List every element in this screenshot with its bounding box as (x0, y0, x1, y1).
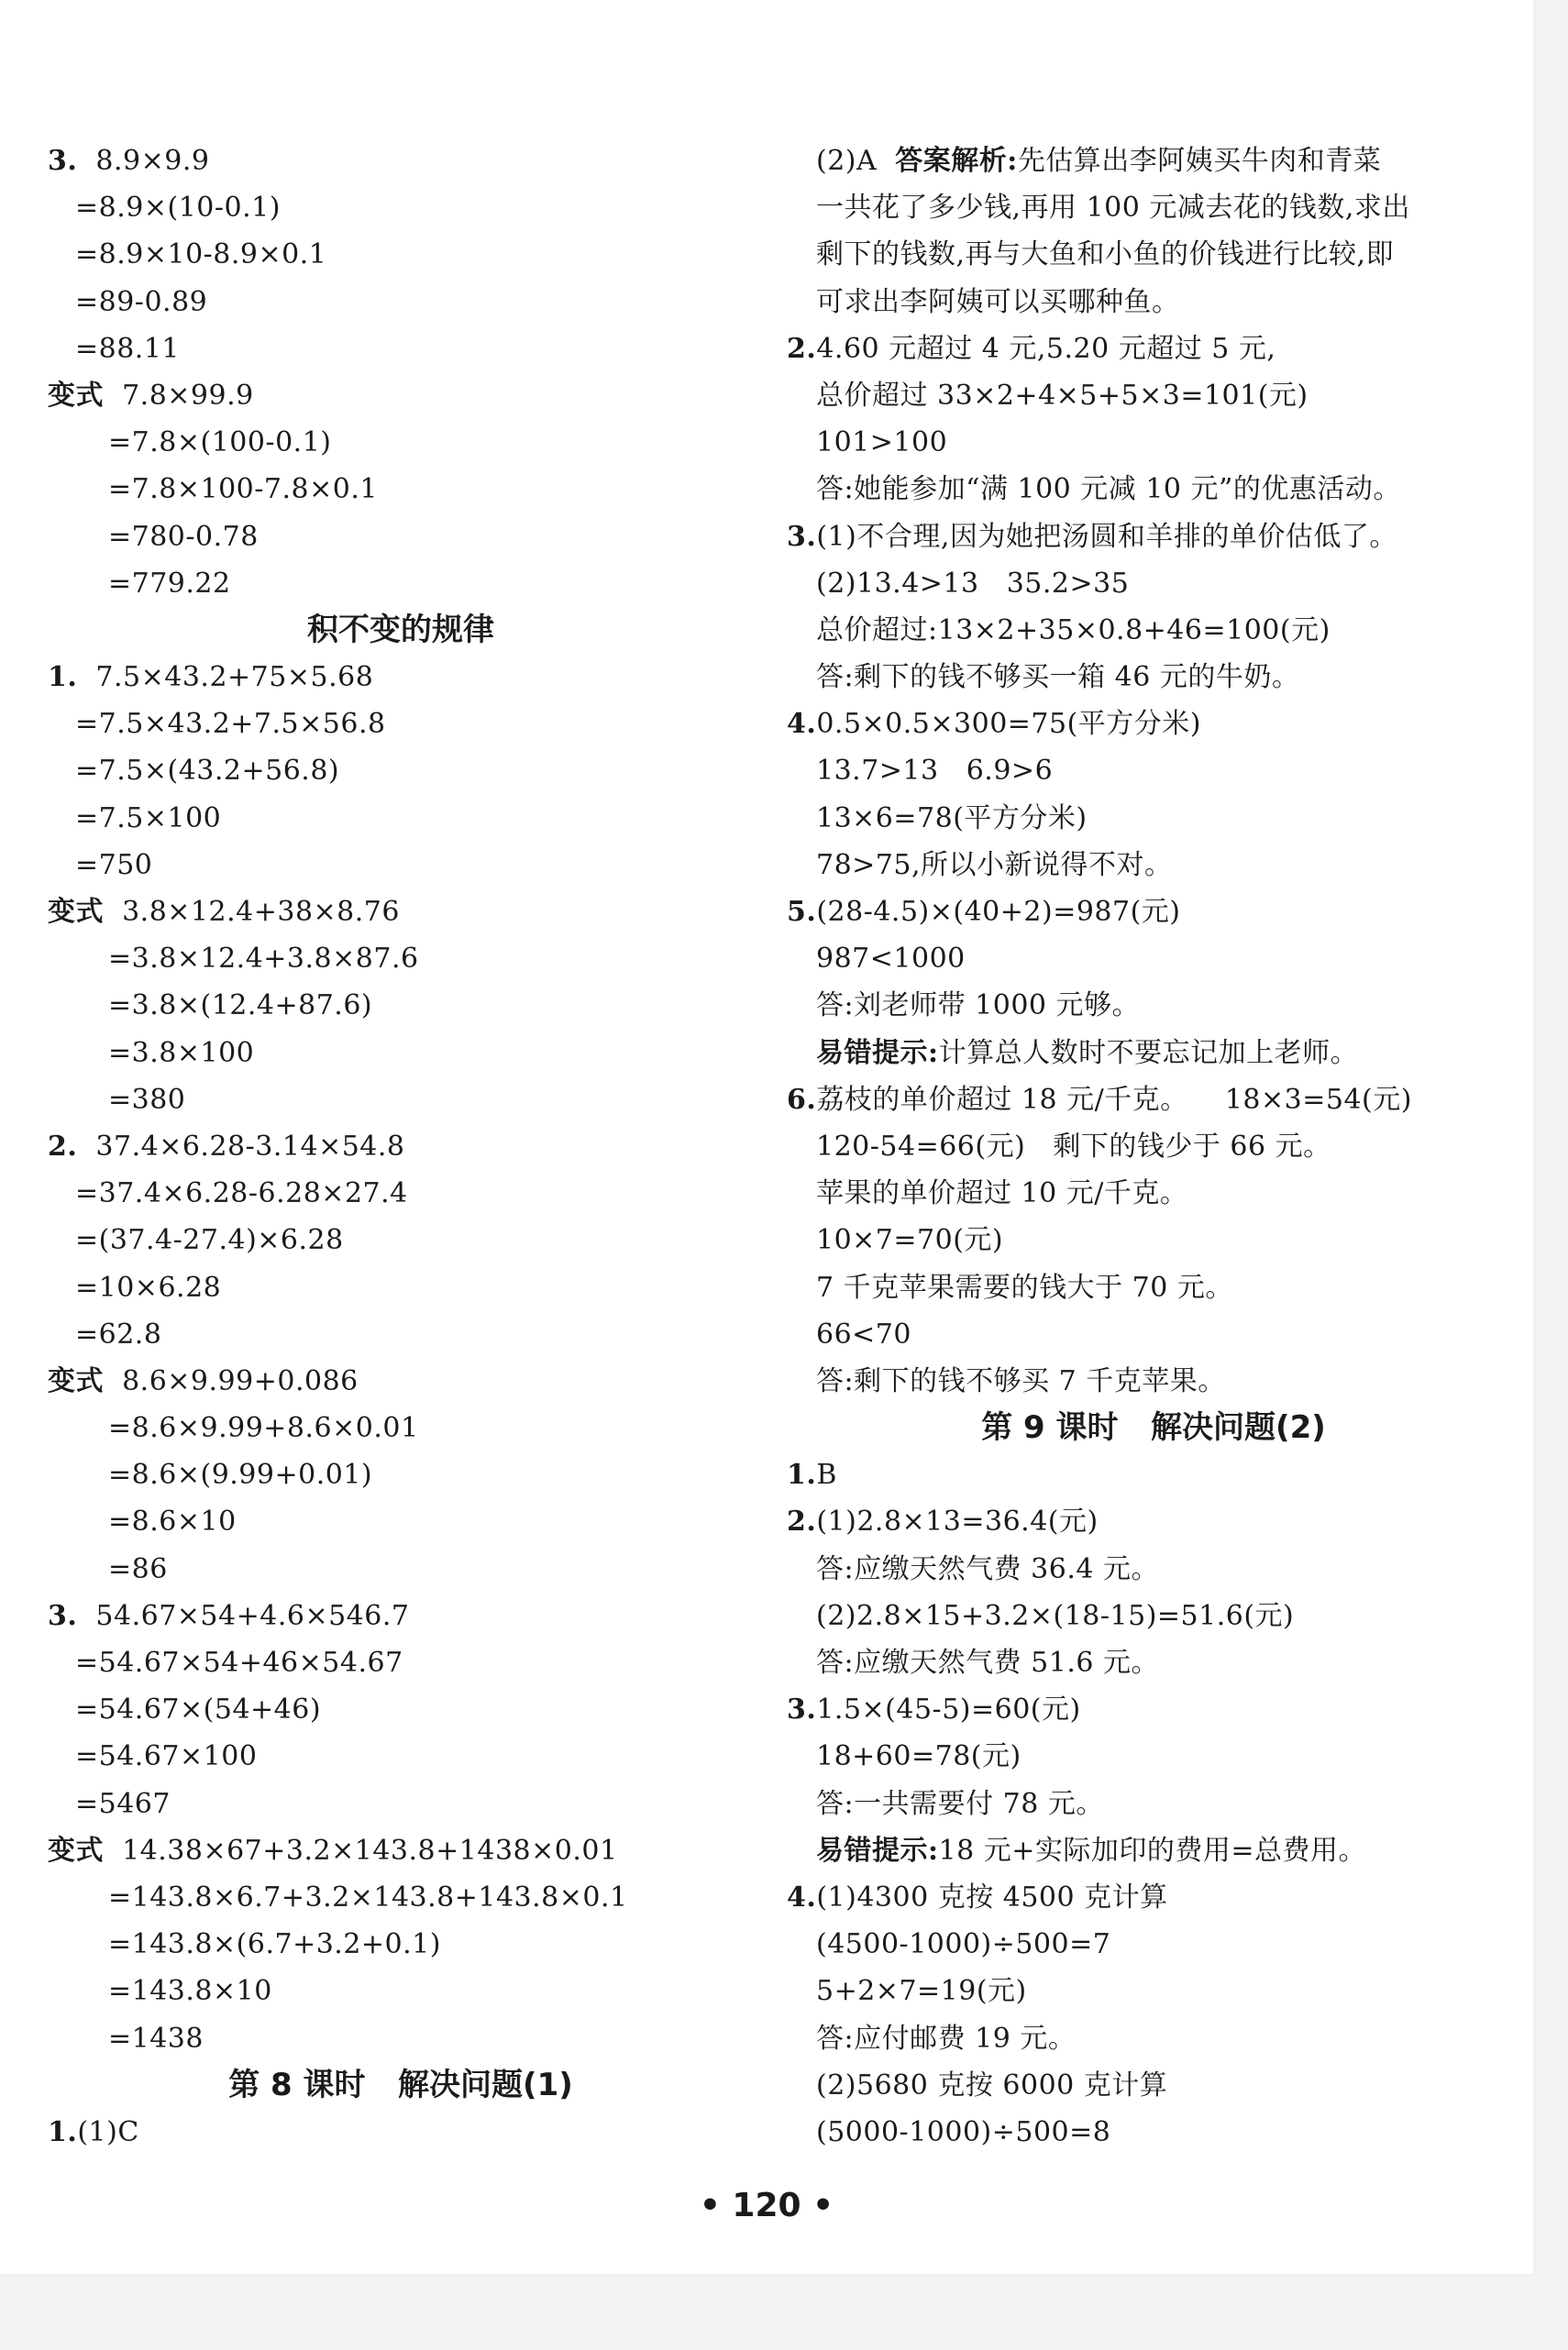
answer-text: (4500-1000)÷500=7 (816, 1928, 1111, 1961)
answer-line (787, 372, 1520, 419)
answer-line (48, 1217, 754, 1263)
answer-line (787, 325, 1520, 372)
answer-line (787, 1639, 1520, 1686)
section-heading: 积不变的规律 (307, 611, 494, 648)
note-text: 18 元+实际加印的费用=总费用。 (938, 1834, 1367, 1867)
answer-text: =54.67×54+46×54.67 (75, 1647, 403, 1679)
question-number: 变式 (48, 1364, 104, 1397)
question-number: 1. (48, 661, 78, 694)
answer-text: 答:她能参加“满 100 元减 10 元”的优惠活动。 (816, 473, 1401, 506)
answer-text: (1)C (77, 2115, 139, 2148)
question-number: 3. (787, 1694, 817, 1727)
answer-line (787, 1358, 1520, 1405)
answer-text: =8.9×10-8.9×0.1 (75, 238, 327, 271)
answer-text: =89-0.89 (75, 285, 208, 318)
answer-text: 答:刘老师带 1000 元够。 (816, 989, 1141, 1022)
answer-line (787, 1170, 1520, 1217)
answer-line (48, 1733, 754, 1780)
question-number: 5. (787, 896, 817, 928)
answer-line (787, 654, 1520, 701)
answer-text: 总价超过:13×2+35×0.8+46=100(元) (816, 613, 1331, 646)
note-text: 计算总人数时不要忘记加上老师。 (938, 1036, 1359, 1069)
answer-line (48, 1264, 754, 1311)
answer-text: =7.5×43.2+7.5×56.8 (75, 708, 386, 741)
answer-text: (2)2.8×15+3.2×(18-15)=51.6(元) (816, 1599, 1295, 1632)
answer-line (48, 466, 754, 513)
answer-line (787, 607, 1520, 654)
answer-text: 答:应缴天然气费 36.4 元。 (816, 1552, 1159, 1585)
question-number: 3. (48, 1599, 78, 1632)
question-number: 变式 (48, 1834, 104, 1867)
answer-text: =143.8×6.7+3.2×143.8+143.8×0.1 (108, 1881, 628, 1914)
answer-text: =8.6×10 (108, 1506, 237, 1539)
answer-text: 3.8×12.4+38×8.76 (104, 896, 400, 928)
answer-line (787, 1593, 1520, 1639)
answer-line (48, 747, 754, 794)
answer-text: 荔枝的单价超过 18 元/千克。 18×3=54(元) (816, 1083, 1412, 1116)
answer-line (787, 231, 1520, 278)
answer-line (787, 795, 1520, 842)
answer-line (787, 701, 1520, 747)
answer-text: =8.6×(9.99+0.01) (108, 1459, 373, 1492)
answer-text: =780-0.78 (108, 520, 259, 553)
answer-text: B (816, 1459, 837, 1492)
answer-text: 总价超过 33×2+4×5+5×3=101(元) (816, 379, 1309, 412)
answer-text: =750 (75, 848, 153, 881)
question-number: 变式 (48, 379, 104, 412)
answer-line (48, 1639, 754, 1686)
answer-line (787, 935, 1520, 982)
answer-text: 答:剩下的钱不够买一箱 46 元的牛奶。 (816, 661, 1300, 694)
answer-line (787, 279, 1520, 325)
answer-line (48, 2109, 754, 2156)
answer-line (48, 279, 754, 325)
answer-text: =10×6.28 (75, 1271, 222, 1304)
answer-text: =8.6×9.99+8.6×0.01 (108, 1412, 419, 1445)
answer-line (787, 1968, 1520, 2014)
answer-text: 54.67×54+4.6×546.7 (77, 1599, 410, 1632)
answer-text: 7 千克苹果需要的钱大于 70 元。 (816, 1271, 1233, 1304)
answer-line (48, 1170, 754, 1217)
answer-line (787, 747, 1520, 794)
answer-text: 答:一共需要付 78 元。 (816, 1787, 1104, 1820)
answer-line (48, 184, 754, 231)
answer-line (48, 701, 754, 747)
answer-line (48, 654, 754, 701)
question-number: 2. (787, 332, 817, 365)
answer-text: 可求出李阿姨可以买哪种鱼。 (816, 285, 1180, 318)
answer-line (48, 1593, 754, 1639)
answer-line (48, 1968, 754, 2014)
answer-text: =3.8×100 (108, 1036, 255, 1069)
answer-line (787, 2109, 1520, 2156)
answer-line (48, 1451, 754, 1498)
page-number: • 120 • (699, 2187, 834, 2224)
answer-text: 4.60 元超过 4 元,5.20 元超过 5 元, (816, 332, 1276, 365)
answer-text: =7.5×100 (75, 801, 222, 834)
answer-text: =1438 (108, 2022, 204, 2055)
answer-line (48, 419, 754, 466)
question-number: 4. (787, 1881, 817, 1914)
answer-text: (28-4.5)×(40+2)=987(元) (816, 896, 1181, 928)
answer-text: =779.22 (108, 567, 231, 600)
question-number: 1. (48, 2115, 78, 2148)
answer-line (48, 1358, 754, 1405)
answer-line (787, 466, 1520, 513)
note-label: 答案解析: (895, 145, 1018, 177)
answer-line (48, 1827, 754, 1874)
answer-line (48, 935, 754, 982)
answer-text: =62.8 (75, 1318, 162, 1351)
answer-line (48, 795, 754, 842)
answer-line (787, 1686, 1520, 1733)
answer-text: 答:应缴天然气费 51.6 元。 (816, 1647, 1159, 1679)
question-number: 6. (787, 1083, 817, 1116)
answer-line (787, 138, 1520, 184)
answer-text: 13.7>13 6.9>6 (816, 755, 1054, 788)
left-column (48, 138, 754, 2156)
answer-text: 0.5×0.5×300=75(平方分米) (816, 708, 1202, 741)
answer-text: 1.5×(45-5)=60(元) (816, 1694, 1081, 1727)
answer-text: =143.8×(6.7+3.2+0.1) (108, 1928, 441, 1961)
answer-text: (5000-1000)÷500=8 (816, 2115, 1111, 2148)
answer-line (787, 1781, 1520, 1827)
answer-line (48, 325, 754, 372)
answer-text: =7.5×(43.2+56.8) (75, 755, 340, 788)
answer-line (787, 419, 1520, 466)
answer-line (787, 1311, 1520, 1358)
answer-line (787, 2062, 1520, 2109)
answer-text: 7.8×99.9 (104, 379, 254, 412)
answer-line (48, 1076, 754, 1123)
answer-text: (2)13.4>13 35.2>35 (816, 567, 1130, 600)
answer-line (48, 1311, 754, 1358)
answer-line (787, 1076, 1520, 1123)
answer-line (787, 1921, 1520, 1968)
answer-text: 10×7=70(元) (816, 1224, 1004, 1257)
answer-text: 5+2×7=19(元) (816, 1975, 1027, 2008)
answer-line (787, 184, 1520, 231)
answer-text: 答:剩下的钱不够买 7 千克苹果。 (816, 1364, 1226, 1397)
answer-line (48, 888, 754, 935)
answer-line (48, 1921, 754, 1968)
answer-text: 18+60=78(元) (816, 1740, 1021, 1773)
answer-text: 120-54=66(元) 剩下的钱少于 66 元。 (816, 1130, 1331, 1163)
answer-text: =3.8×12.4+3.8×87.6 (108, 943, 419, 976)
answer-line (48, 138, 754, 184)
section-heading: 第 8 课时 解决问题(1) (228, 2066, 573, 2103)
answer-line (787, 513, 1520, 560)
answer-line (787, 1546, 1520, 1593)
answer-text: 987<1000 (816, 943, 966, 976)
answer-line (48, 1546, 754, 1593)
answer-text: 8.9×9.9 (77, 145, 210, 177)
answer-text: (1)2.8×13=36.4(元) (816, 1506, 1099, 1539)
answer-line (787, 888, 1520, 935)
answer-text: 13×6=78(平方分米) (816, 801, 1088, 834)
answer-line (48, 1781, 754, 1827)
answer-text: =8.9×(10-0.1) (75, 192, 281, 225)
answer-text: =380 (108, 1083, 186, 1116)
question-number: 4. (787, 708, 817, 741)
answer-text: =143.8×10 (108, 1975, 272, 2008)
answer-line (787, 2015, 1520, 2062)
question-number: 1. (787, 1459, 817, 1492)
answer-text: =7.8×100-7.8×0.1 (108, 473, 378, 506)
question-number: 2. (787, 1506, 817, 1539)
answer-text: =37.4×6.28-6.28×27.4 (75, 1177, 408, 1210)
note-label: 易错提示: (816, 1036, 939, 1069)
answer-line (787, 842, 1520, 888)
answer-line (787, 982, 1520, 1029)
answer-line (787, 1030, 1520, 1076)
answer-text: 答:应付邮费 19 元。 (816, 2022, 1077, 2055)
note-label: 易错提示: (816, 1834, 939, 1867)
answer-line (48, 1030, 754, 1076)
answer-line (48, 231, 754, 278)
answer-text: (1)4300 克按 4500 克计算 (816, 1881, 1168, 1914)
answer-line (787, 1217, 1520, 1263)
answer-line (787, 1451, 1520, 1498)
answer-line (787, 1264, 1520, 1311)
question-number: 3. (48, 145, 78, 177)
answer-text: 66<70 (816, 1318, 911, 1351)
answer-text: 7.5×43.2+75×5.68 (77, 661, 374, 694)
answer-text: =7.8×(100-0.1) (108, 426, 332, 459)
answer-line (787, 1874, 1520, 1921)
answer-text: 37.4×6.28-3.14×54.8 (77, 1130, 405, 1163)
answer-line (48, 372, 754, 419)
question-number: 3. (787, 520, 817, 553)
answer-line (48, 982, 754, 1029)
section-heading: 第 9 课时 解决问题(2) (981, 1409, 1326, 1447)
answer-line (48, 1498, 754, 1545)
answer-line (48, 560, 754, 607)
answer-text: =(37.4-27.4)×6.28 (75, 1224, 344, 1257)
answer-text: (1)不合理,因为她把汤圆和羊排的单价估低了。 (816, 520, 1397, 553)
answer-line (787, 1733, 1520, 1780)
answer-line (787, 1498, 1520, 1545)
answer-line (48, 1123, 754, 1170)
question-number: 变式 (48, 896, 104, 928)
answer-text: =3.8×(12.4+87.6) (108, 989, 373, 1022)
answer-text: =54.67×(54+46) (75, 1694, 322, 1727)
answer-text: 苹果的单价超过 10 元/千克。 (816, 1177, 1188, 1210)
answer-line (48, 1874, 754, 1921)
answer-line (787, 1123, 1520, 1170)
answer-text: =54.67×100 (75, 1740, 258, 1773)
answer-text: 8.6×9.99+0.086 (104, 1364, 359, 1397)
answer-text: 78>75,所以小新说得不对。 (816, 848, 1173, 881)
right-column (787, 138, 1520, 2156)
answer-line (787, 1827, 1520, 1874)
question-number: 2. (48, 1130, 78, 1163)
note-text: 先估算出李阿姨买牛肉和青菜 (1017, 145, 1382, 177)
answer-text: 101>100 (816, 426, 948, 459)
answer-line (48, 2015, 754, 2062)
answer-line (48, 1405, 754, 1451)
answer-text: 14.38×67+3.2×143.8+1438×0.01 (104, 1834, 618, 1867)
answer-text: (2)A (816, 145, 896, 177)
answer-line (48, 1686, 754, 1733)
answer-text: =5467 (75, 1787, 171, 1820)
answer-text: =86 (108, 1552, 168, 1585)
answer-text: 一共花了多少钱,再用 100 元减去花的钱数,求出 (816, 192, 1410, 225)
answer-text: 剩下的钱数,再与大鱼和小鱼的价钱进行比较,即 (816, 238, 1395, 271)
answer-text: (2)5680 克按 6000 克计算 (816, 2069, 1168, 2102)
answer-text: =88.11 (75, 332, 181, 365)
answer-line (48, 842, 754, 888)
answer-line (48, 513, 754, 560)
answer-line (787, 560, 1520, 607)
